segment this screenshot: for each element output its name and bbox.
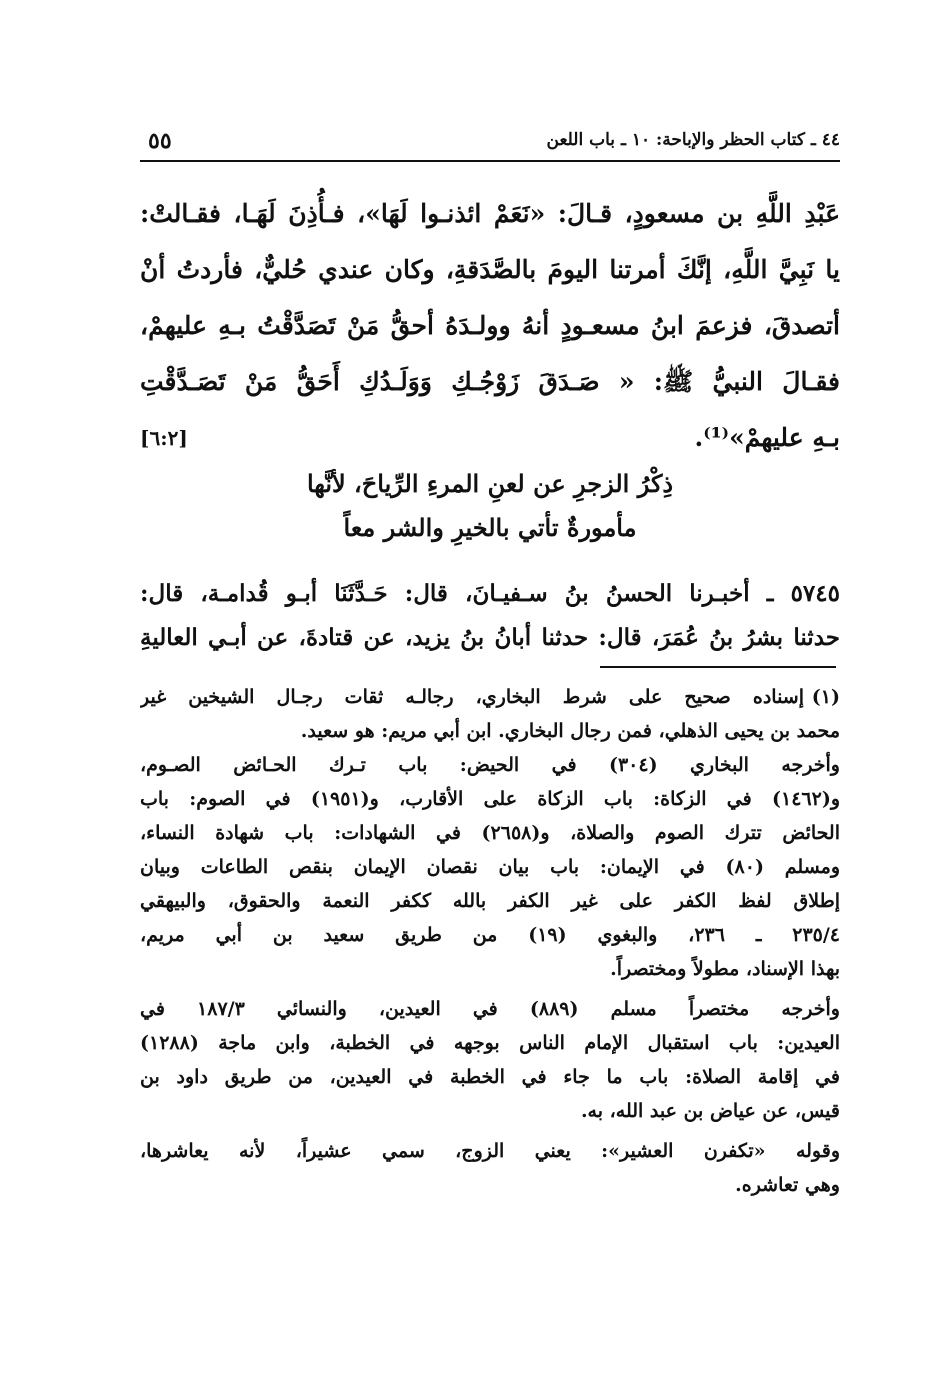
hadith-text <box>140 572 840 660</box>
footnote-line: بهذا الإسناد، مطولاً ومختصراً. <box>610 958 840 980</box>
footnote-line: محمد بن يحيى الذهلي، فمن رجال البخاري. ابن أبي مريم: هو سعيد. <box>300 720 840 742</box>
running-header: ٤٤ ـ كتاب الحظر والإباحة: ١٠ ـ باب اللعن <box>546 130 840 150</box>
main-text-line: فقـالَ النبيُّ ﷺ: « صَـدَقَ زَوْجُـكِ وَوَلَـدُكِ أَحَقُّ مَنْ تَصَـدَّقْتِ <box>140 367 840 396</box>
footnote-line: وهي تعاشره. <box>735 1174 840 1196</box>
main-text-last-row <box>140 410 840 466</box>
hadith-line: ٥٧٤٥ ـ أخبـرنا الحسنُ بنُ سـفيـانَ، قال: حَـدَّثَنَا أبـو قُدامـة، قال: <box>140 580 840 607</box>
main-text <box>140 186 840 466</box>
hadith-line: حدثنا بشرُ بنُ عُمَرَ، قال: حدثنا أبانُ بنُ يزيد، عن قتادةَ، عن أبـي العاليةِ <box>140 624 840 651</box>
footnote-line: الحائض تترك الصوم والصلاة، و(٢٦٥٨) في الشهادات: باب شهادة النساء، <box>140 822 840 844</box>
footnote-line: وأخرجه البخاري (٣٠٤) في الحيض: باب تـرك الحـائض الصـوم، <box>140 754 840 776</box>
footnote-line: إطلاق لفظ الكفر على غير الكفر بالله ككفر النعمة والحقوق، والبيهقي <box>140 890 840 912</box>
footnote-line: وقوله «تكفرن العشير»: يعني الزوج، سمي عشيراً، لأنه يعاشرها، <box>140 1140 840 1162</box>
chapter-heading <box>140 462 840 550</box>
footnote-line: وأخرجه مختصراً مسلم (٨٨٩) في العيدين، والنسائي ١٨٧/٣ في <box>140 998 840 1020</box>
footnotes <box>140 680 840 1202</box>
page-header <box>140 126 840 162</box>
footnote-number: (١) <box>811 686 840 708</box>
main-text-line: بـهِ عليهمْ»⁽¹⁾. <box>694 423 840 452</box>
footnote-line: قيس، عن عياض بن عبد الله، به. <box>580 1100 840 1122</box>
hadith-reference: [٦:٢] <box>140 426 188 450</box>
footnote-divider <box>600 666 836 668</box>
page-number: ٥٥ <box>148 128 172 154</box>
footnote-line: العيدين: باب استقبال الإمام الناس بوجهه في الخطبة، وابن ماجة (١٢٨٨) <box>140 1032 840 1054</box>
footnote-line: في إقامة الصلاة: باب ما جاء في الخطبة في العيدين، من طريق داود بن <box>140 1066 840 1088</box>
footnote-line: و(١٤٦٢) في الزكاة: باب الزكاة على الأقارب، و(١٩٥١) في الصوم: باب <box>140 788 840 810</box>
footnote-line: (١)إسناده صحيح على شرط البخاري، رجالـه ثقات رجـال الشيخين غير <box>140 680 840 714</box>
main-text-line: يا نَبِيَّ اللَّهِ، إنَّكَ أمرتنا اليومَ بالصَّدَقةِ، وكان عندي حُليٌّ، فأردتُ أنْ <box>140 255 840 284</box>
chapter-heading-line: ذِكْرُ الزجرِ عن لعنِ المرءِ الرِّياحَ، لأنَّها <box>306 469 674 498</box>
main-text-line: أتصدقَ، فزعمَ ابنُ مسعـودٍ أنهُ وولـدَهُ أحقُّ مَنْ تَصَدَّقْتُ بـهِ عليهمْ، <box>140 311 840 340</box>
main-text-line: عَبْدِ اللَّهِ بن مسعودٍ، قـالَ: «نَعَمْ ائذنـوا لَهَا»، فـأُذِنَ لَهَـا، فقـالتْ: <box>140 199 840 228</box>
footnote-line: ٢٣٥/٤ ـ ٢٣٦، والبغوي (١٩) من طريق سعيد بن أبي مريم، <box>140 924 840 946</box>
footnote-line: ومسلم (٨٠) في الإيمان: باب بيان نقصان الإيمان بنقص الطاعات وبيان <box>140 856 840 878</box>
chapter-heading-line: مأمورةٌ تأتي بالخيرِ والشر معاً <box>343 513 637 542</box>
